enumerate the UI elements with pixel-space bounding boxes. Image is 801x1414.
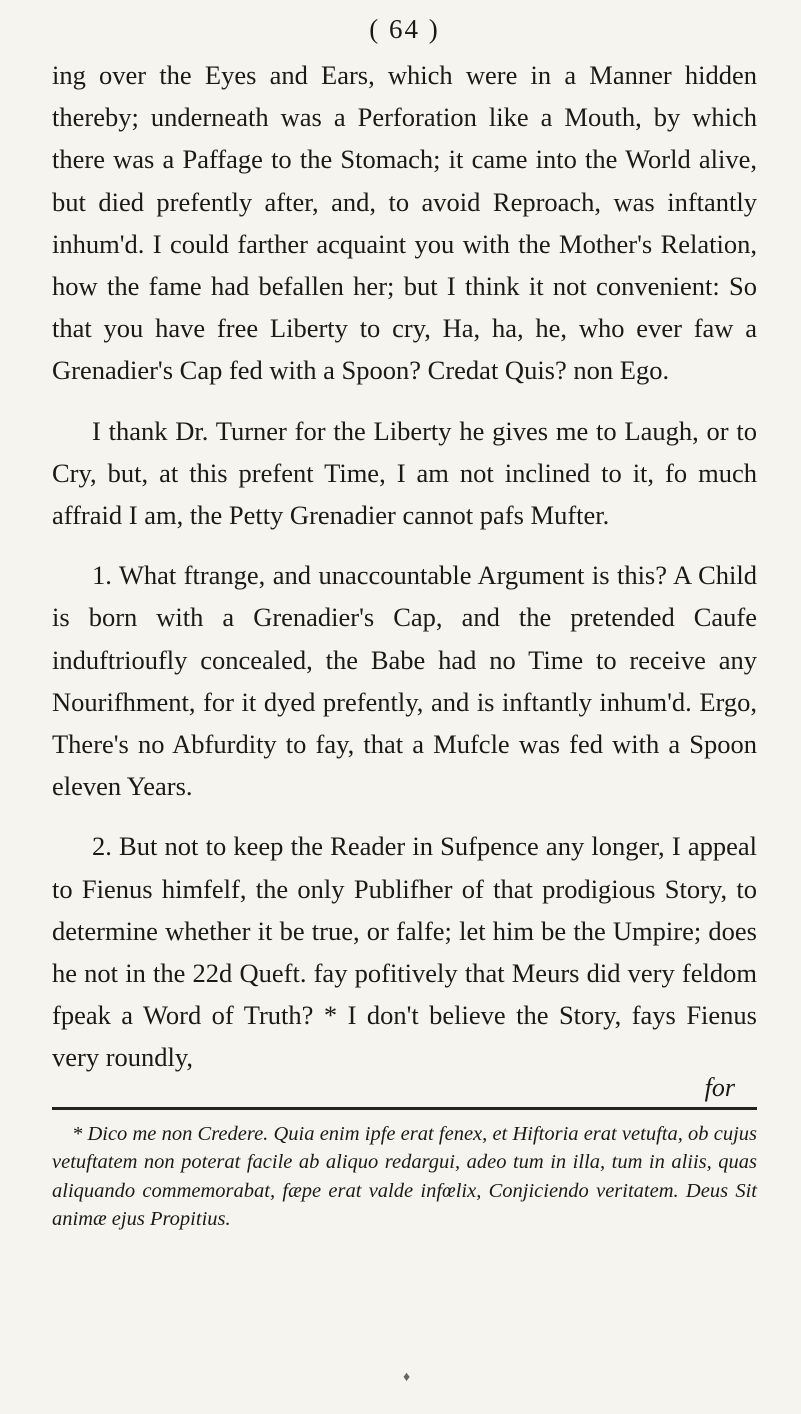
page-number: ( 64 ): [369, 14, 440, 44]
paragraph-point-2: 2. But not to keep the Reader in Sufpence any longer, I appeal to Fienus himfelf, the only Publifher of that prodigious Story, to determine whether it be true, or falfe; let him be the Umpire; does he not in the 22d Queft. fay pofitively that Meurs did very feldom fpeak a Word of Truth? * I don't believe the Story, fays Fienus very roundly,: [52, 831, 757, 1073]
catchword: for: [704, 1072, 735, 1102]
paragraph-point-1: 1. What ftrange, and unaccountable Argument is this? A Child is born with a Grenadier's Cap, and the pretended Caufe induftrioufly concealed, the Babe had no Time to receive any Nourifhment, for it dyed prefently, and is inftantly inhum'd. Ergo, There's no Abfurdity to fay, that a Mufcle was fed with a Spoon eleven Years.: [52, 560, 757, 802]
footnote: * Dico me non Credere. Quia enim ipfe erat fenex, et Hiftoria erat vetufta, ob cujus vetuftatem non poterat facile ab aliquo redargui, adeo tum in illa, tum in aliis, quas aliquando commemorabat, fæpe erat valde infœlix, Conjiciendo veritatem. Deus Sit animæ ejus Propitius.: [52, 1122, 757, 1231]
footnote-rule: [52, 1107, 757, 1110]
paragraph-continuation: ing over the Eyes and Ears, which were in a Manner hidden thereby; underneath was a Perforation like a Mouth, by which there was a Paffage to the Stomach; it came into the World alive, but died prefently after, and, to avoid Reproach, was inftantly inhum'd. I could farther acquaint you with the Mother's Relation, how the fame had befallen her; but I think it not convenient: So that you have free Liberty to cry, Ha, ha, he, who ever faw a Grenadier's Cap fed with a Spoon? Credat Quis? non Ego.: [52, 60, 757, 386]
main-text: [52, 54, 757, 1079]
paragraph-turner: I thank Dr. Turner for the Liberty he gives me to Laugh, or to Cry, but, at this prefent Time, I am not inclined to it, fo much affraid I am, the Petty Grenadier cannot pafs Mufter.: [52, 415, 757, 531]
bottom-mark: ♦: [403, 1370, 411, 1385]
